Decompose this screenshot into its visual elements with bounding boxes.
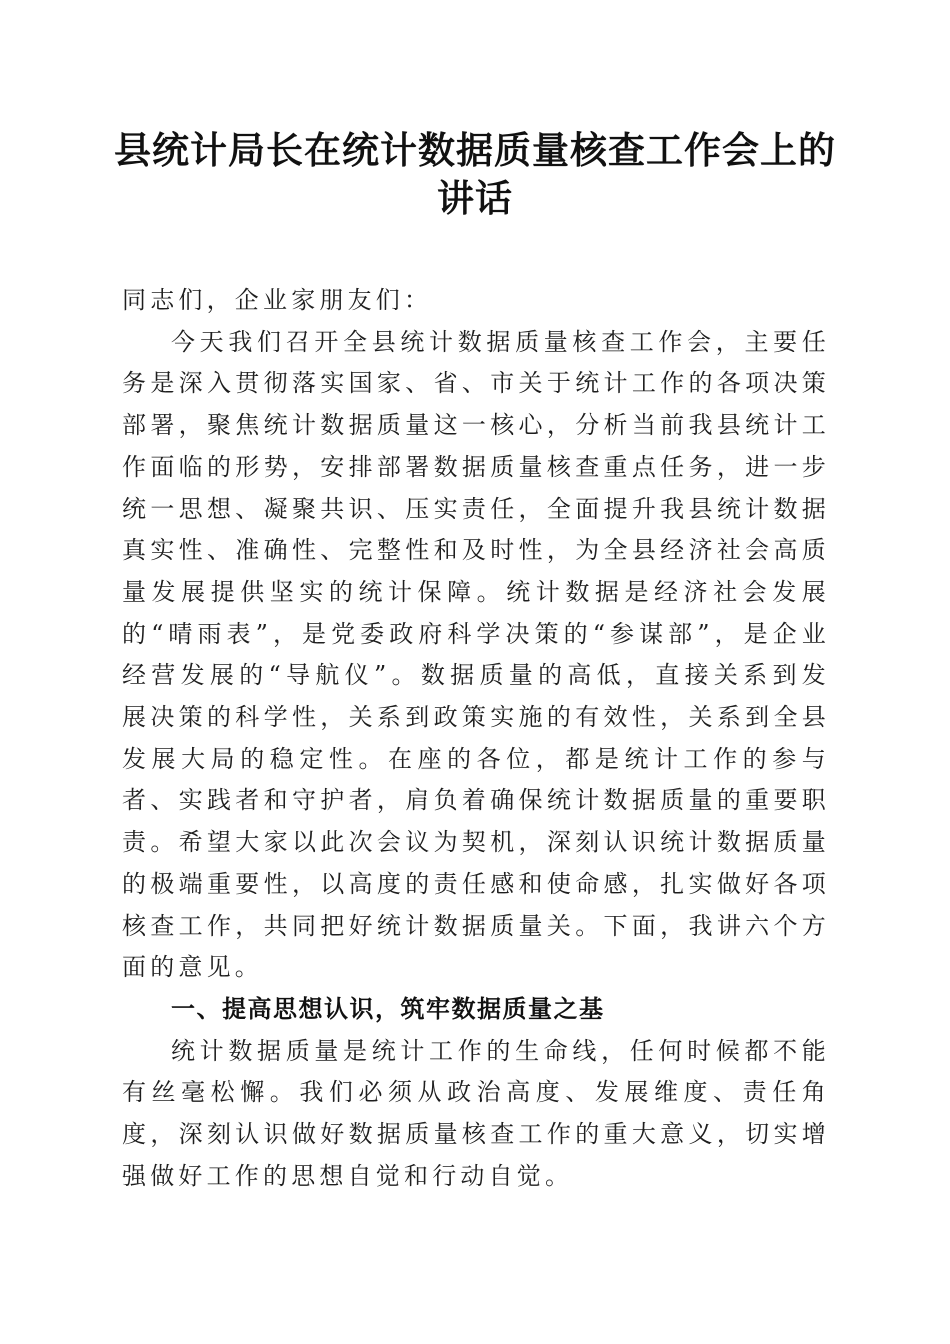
section-heading: 一、提高思想认识，筑牢数据质量之基 <box>171 994 605 1023</box>
opening-paragraph: 今天我们召开全县统计数据质量核查工作会，主要任务是深入贯彻落实国家、省、市关于统计工作的各项决策部署，聚焦统计数据质量这一核心，分析当前我县统计工作面临的形势，安排部署数据质量核查重点任务，进一步统一思想、凝聚共识、压实责任，全面提升我县统计数据真实性、准确性、完整性和及时性，为全县经济社会高质量发展提供坚实的统计保障。统计数据是经济社会发展的“晴雨表”，是党委政府科学决策的“参谋部”，是企业经营发展的“导航仪”。数据质量的高低，直接关系到发展决策的科学性，关系到政策实施的有效性，关系到全县发展大局的稳定性。在座的各位，都是统计工作的参与者、实践者和守护者，肩负着确保统计数据质量的重要职责。希望大家以此次会议为契机，深刻认识统计数据质量的极端重要性，以高度的责任感和使命感，扎实做好各项核查工作，共同把好统计数据质量关。下面，我讲六个方面的意见。 <box>122 327 830 982</box>
section-paragraph: 统计数据质量是统计工作的生命线，任何时候都不能有丝毫松懈。我们必须从政治高度、发展维度、责任角度，深刻认识做好数据质量核查工作的重大意义，切实增强做好工作的思想自觉和行动自觉。 <box>122 1036 830 1190</box>
document-body <box>122 280 830 1197</box>
salutation: 同志们，企业家朋友们： <box>122 286 433 314</box>
document-title: 县统计局长在统计数据质量核查工作会上的讲话 <box>114 128 836 220</box>
